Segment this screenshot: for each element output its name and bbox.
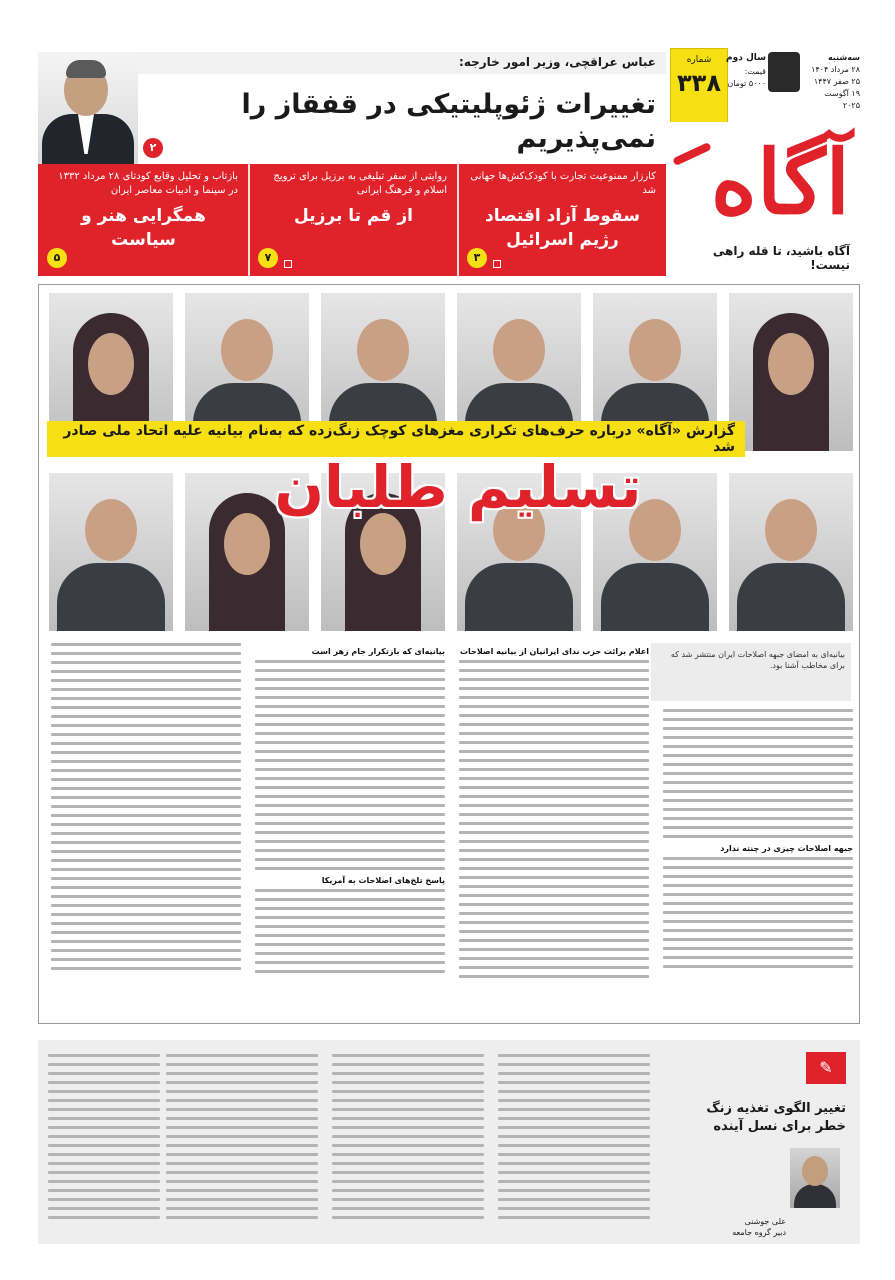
issue-label: شماره <box>686 55 712 65</box>
issue-volume: سال دوم <box>726 53 766 63</box>
newspaper-tagline: آگاه باشید، تا قله راهی نیست! <box>712 244 850 272</box>
article-column <box>459 643 649 1017</box>
teaser-title[interactable]: از قم تا برزیل <box>294 206 413 226</box>
article-column <box>255 643 445 1017</box>
issue-day: سه‌شنبه <box>828 53 860 62</box>
issue-date-lunar: ۲۵ صفر ۱۴۴۷ <box>813 77 860 86</box>
issue-number: ۳۳۸ <box>677 69 721 97</box>
masthead <box>38 44 860 276</box>
editorial-title[interactable]: تغییر الگوی تغذیه زنگ خطر برای نسل آینده <box>706 1101 846 1134</box>
author-photo <box>790 1148 840 1208</box>
editorial-section <box>38 1040 860 1244</box>
issue-meta <box>726 48 860 118</box>
lead-story-kicker: عباس عراقچی، وزیر امور خارجه: <box>38 52 666 74</box>
page-number-badge: ۷ <box>258 248 278 268</box>
teaser-item[interactable] <box>248 164 457 276</box>
editorial-column <box>166 1054 318 1234</box>
logo-area[interactable] <box>670 122 860 276</box>
author-name: علی جوشنی <box>744 1217 786 1226</box>
feature-headline[interactable]: تسلیم طلبان <box>274 453 642 521</box>
issue-date-solar: ۲۸ مرداد ۱۴۰۴ <box>811 65 860 74</box>
teaser-subtitle: بازتاب و تحلیل وقایع کودتای ۲۸ مرداد ۱۳۳۲ در سینما و ادبیات معاصر ایران <box>58 171 238 196</box>
photo-grid <box>47 293 853 631</box>
newspaper-logo[interactable]: آگاه <box>710 130 850 234</box>
lead-story-banner[interactable] <box>38 48 666 164</box>
teaser-item[interactable] <box>39 164 248 276</box>
page-number-badge: ۲ <box>143 138 163 158</box>
article-column <box>663 709 853 1017</box>
section-heading: جبهه اصلاحات چیزی در چنته ندارد <box>720 844 853 853</box>
page-number-badge: ۳ <box>467 248 487 268</box>
editorial-column <box>48 1054 160 1234</box>
emblem-icon <box>768 52 800 92</box>
main-feature <box>38 284 860 1024</box>
section-heading: پاسخ تلخ‌های اصلاحات به آمریکا <box>321 876 445 885</box>
section-heading: اعلام برائت حزب ندای ایرانیان از بیانیه اصلاحات <box>460 647 649 656</box>
logo-swoosh-icon <box>672 142 712 166</box>
issue-date-gregorian: ۱۹ آگوست ۲۰۲۵ <box>824 89 860 110</box>
teaser-subtitle: روایتی از سفر تبلیغی به برزیل برای ترویج اسلام و فرهنگ ایرانی <box>273 171 447 196</box>
lead-summary-box: بیانیه‌ای به امضای جبهه اصلاحات ایران منتشر شد که برای مخاطب آشنا بود. <box>651 643 851 701</box>
lead-story-headline[interactable]: تغییرات ژئوپلیتیکی در قفقاز را نمی‌پذیریم <box>241 89 656 154</box>
minister-portrait <box>38 54 138 164</box>
section-heading: بیانیه‌ای که بازتکرار جام زهر است <box>311 647 445 656</box>
editorial-author <box>732 1216 786 1238</box>
teaser-subtitle: کارزار ممنوعیت تجارت با کودک‌کش‌ها جهانی شد <box>470 171 656 196</box>
author-role: دبیر گروه جامعه <box>732 1228 786 1237</box>
teaser-title[interactable]: سقوط آزاد اقتصاد رژیم اسرائیل <box>484 206 641 250</box>
square-icon <box>284 260 292 268</box>
teaser-item[interactable] <box>457 164 666 276</box>
editorial-column <box>498 1054 650 1234</box>
pen-note-icon: ✎ <box>806 1052 846 1084</box>
person-photo <box>729 293 853 451</box>
editorial-column <box>332 1054 484 1234</box>
teaser-bar <box>38 164 666 276</box>
article-column <box>51 643 241 1017</box>
square-icon <box>493 260 501 268</box>
teaser-title[interactable]: همگرایی هنر و سیاست <box>81 206 206 250</box>
feature-sub-headline: گزارش «آگاه» درباره حرف‌های تکراری مغزهای کوچک زنگ‌زده که به‌نام بیانیه علیه اتحاد ملی صادر شد <box>47 421 745 457</box>
issue-price: قیمت: ۵۰۰۰ تومان <box>727 67 766 88</box>
page-number-badge: ۵ <box>47 248 67 268</box>
